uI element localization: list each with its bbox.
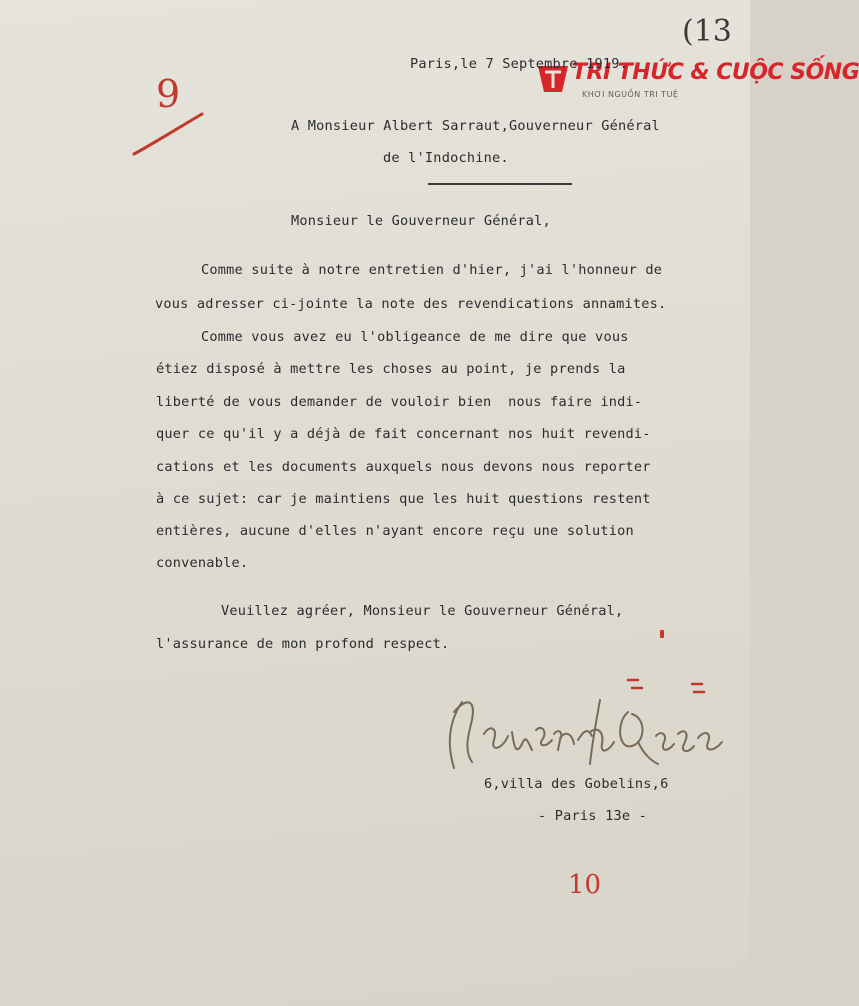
recipient-line-1: A Monsieur Albert Sarraut,Gouverneur Général: [291, 118, 660, 134]
body-line: à ce sujet: car je maintiens que les huit questions restent: [156, 491, 651, 507]
closing-line-1: Veuillez agréer, Monsieur le Gouverneur Général,: [221, 603, 624, 619]
letter-date: Paris,le 7 Septembre 1919.: [410, 56, 628, 72]
logo-tagline: KHƠI NGUỒN TRI TUỆ: [582, 90, 679, 99]
body-line: étiez disposé à mettre les choses au point, je prends la: [156, 361, 626, 377]
body-line: liberté de vous demander de vouloir bien nous faire indi-: [156, 394, 643, 410]
handwritten-signature: [432, 672, 732, 782]
address-line-1: 6,villa des Gobelins,6: [484, 776, 669, 792]
recipient-line-2: de l'Indochine.: [383, 150, 509, 166]
body-line: vous adresser ci-jointe la note des revendications annamites.: [155, 296, 667, 312]
salutation: Monsieur le Gouverneur Général,: [291, 213, 551, 229]
closing-line-2: l'assurance de mon profond respect.: [156, 636, 450, 652]
logo-brand-text: TRI THỨC & CUỘC SỐNG: [572, 60, 859, 85]
body-line: Comme suite à notre entretien d'hier, j'ai l'honneur de: [201, 262, 663, 278]
page-number: (13: [682, 14, 732, 49]
red-corner-mark: 9: [156, 72, 181, 116]
body-line: convenable.: [156, 555, 249, 571]
divider-rule: [428, 183, 572, 185]
body-line: quer ce qu'il y a déjà de fait concernant nos huit revendi-: [156, 426, 651, 442]
body-line: cations et les documents auxquels nous devons nous reporter: [156, 459, 651, 475]
red-slash-icon: [128, 108, 208, 160]
address-line-2: - Paris 13e -: [538, 808, 647, 824]
red-tick-mark: [660, 630, 664, 638]
red-bottom-number: 10: [568, 870, 602, 900]
body-line: Comme vous avez eu l'obligeance de me dire que vous: [201, 329, 629, 345]
body-line: entières, aucune d'elles n'ayant encore reçu une solution: [156, 523, 634, 539]
